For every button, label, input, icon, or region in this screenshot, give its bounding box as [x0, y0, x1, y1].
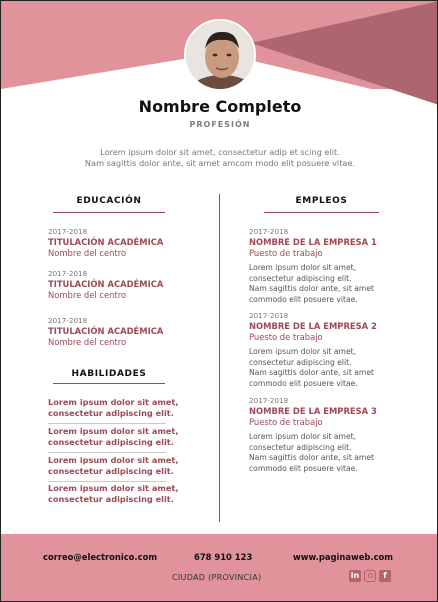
summary-line: Lorem ipsum dolor sit amet, consectetur adip et scing elit.: [100, 147, 340, 157]
job-desc-line: commodo elit posuere vitae.: [249, 378, 358, 388]
job-desc-line: commodo elit posuere vitae.: [249, 294, 358, 304]
job-desc-line: Lorem ipsum dolor sit amet,: [249, 347, 357, 356]
job-item: [249, 311, 399, 389]
job-description: [249, 432, 399, 474]
job-desc-line: commodo elit posuere vitae.: [249, 463, 358, 473]
job-desc-line: consectetur adipiscing elit.: [249, 273, 352, 283]
skills-title: HABILIDADES: [71, 369, 147, 379]
profession: PROFESIÓN: [189, 120, 251, 129]
skill-separator: [48, 452, 166, 453]
skill-line: consectetur adipiscing elit.: [48, 494, 174, 504]
education-degree: TITULACIÓN ACADÉMICA: [48, 326, 164, 336]
job-desc-line: consectetur adipiscing elit.: [249, 357, 352, 367]
job-position: Puesto de trabajo: [249, 332, 323, 342]
job-desc-line: Nam sagittis dolor ante, sit amet: [249, 453, 374, 462]
job-company: NOMBRE DE LA EMPRESA 3: [249, 406, 377, 416]
job-item: [249, 227, 399, 305]
skill-line: Lorem ipsum dolor sit amet,: [48, 397, 179, 407]
summary-line: Nam sagittis dolor ante, sit amet amcom modo elit posuere vitae.: [84, 158, 356, 168]
profile-photo: [184, 19, 256, 91]
job-year: 2017-2018: [249, 311, 289, 320]
education-center: Nombre del centro: [48, 290, 127, 300]
education-year: 2017-2018: [48, 269, 88, 278]
education-item: [48, 316, 198, 348]
skill-item: [48, 426, 198, 448]
job-desc-line: Lorem ipsum dolor sit amet,: [249, 432, 357, 441]
job-position: Puesto de trabajo: [249, 248, 323, 258]
job-desc-line: Nam sagittis dolor ante, sit amet: [249, 284, 374, 293]
education-degree: TITULACIÓN ACADÉMICA: [48, 279, 164, 289]
full-name: Nombre Completo: [138, 97, 302, 116]
jobs-underline: [264, 212, 379, 213]
facebook-icon[interactable]: f: [379, 570, 391, 582]
job-description: [249, 263, 399, 305]
skill-item: [48, 483, 198, 505]
skill-line: consectetur adipiscing elit.: [48, 408, 174, 418]
job-company: NOMBRE DE LA EMPRESA 1: [249, 237, 377, 247]
skill-separator: [48, 481, 166, 482]
education-item: [48, 227, 198, 259]
skill-item: [48, 455, 198, 477]
job-year: 2017-2018: [249, 227, 289, 236]
skills-underline: [53, 383, 165, 384]
skill-line: Lorem ipsum dolor sit amet,: [48, 426, 179, 436]
education-item: [48, 269, 198, 301]
skill-item: [48, 397, 198, 419]
skill-separator: [48, 423, 166, 424]
skill-line: Lorem ipsum dolor sit amet,: [48, 455, 179, 465]
education-center: Nombre del centro: [48, 248, 127, 258]
skill-line: consectetur adipiscing elit.: [48, 466, 174, 476]
education-underline: [53, 212, 165, 213]
job-year: 2017-2018: [249, 396, 289, 405]
job-position: Puesto de trabajo: [249, 417, 323, 427]
skill-line: consectetur adipiscing elit.: [48, 437, 174, 447]
instagram-icon[interactable]: [364, 570, 376, 582]
jobs-title: EMPLEOS: [295, 196, 348, 206]
job-description: [249, 347, 399, 389]
education-center: Nombre del centro: [48, 337, 127, 347]
job-desc-line: consectetur adipiscing elit.: [249, 442, 352, 452]
education-year: 2017-2018: [48, 316, 88, 325]
education-degree: TITULACIÓN ACADÉMICA: [48, 237, 164, 247]
profile-summary: [41, 147, 399, 169]
job-company: NOMBRE DE LA EMPRESA 2: [249, 321, 377, 331]
footer-phone: 678 910 123: [194, 552, 253, 562]
footer: [1, 534, 438, 602]
column-divider: [219, 194, 220, 522]
skill-line: Lorem ipsum dolor sit amet,: [48, 483, 179, 493]
job-item: [249, 396, 399, 474]
footer-website[interactable]: www.paginaweb.com: [293, 552, 394, 562]
education-year: 2017-2018: [48, 227, 88, 236]
footer-email[interactable]: correo@electronico.com: [43, 552, 158, 562]
linkedin-icon[interactable]: in: [350, 571, 360, 580]
education-title: EDUCACIÓN: [76, 196, 142, 206]
instagram-lens: [368, 573, 373, 578]
footer-city: CIUDAD (PROVINCIA): [172, 573, 262, 582]
job-desc-line: Lorem ipsum dolor sit amet,: [249, 263, 357, 272]
job-desc-line: Nam sagittis dolor ante, sit amet: [249, 368, 374, 377]
